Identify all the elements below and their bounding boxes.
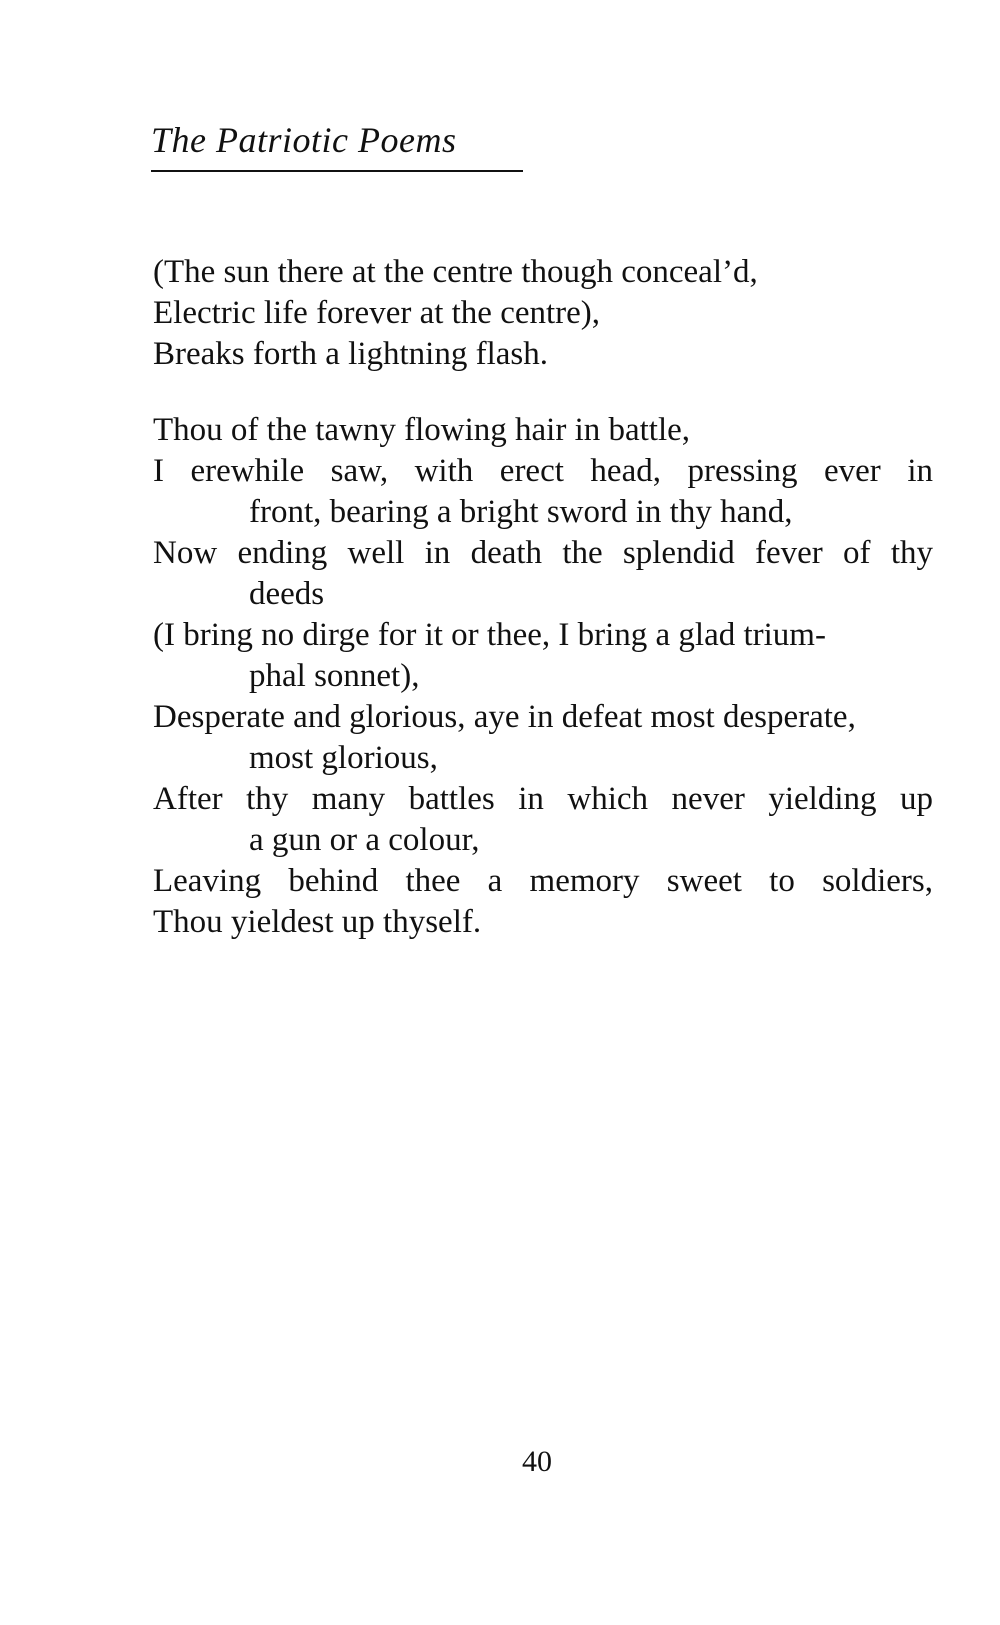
page-number: 40	[522, 1445, 552, 1478]
poem-line: Desperate and glorious, aye in defeat most desperate,	[153, 699, 856, 735]
stanza-2	[153, 410, 933, 943]
poem-line-turnover: a gun or a colour,	[249, 822, 480, 858]
poem-line-turnover: phal sonnet),	[249, 658, 420, 694]
poem-line: Thou of the tawny flowing hair in battle,	[153, 412, 691, 448]
poem-line: I erewhile saw, with erect head, pressing ever in	[153, 453, 933, 489]
stanza-1	[153, 252, 933, 375]
poem-line: (I bring no dirge for it or thee, I bring a glad trium-	[153, 617, 826, 653]
poem-line-turnover: front, bearing a bright sword in thy hand,	[249, 494, 793, 530]
poem-line: (The sun there at the centre though conceal’d,	[153, 254, 758, 290]
poem-line: After thy many battles in which never yielding up	[153, 781, 933, 817]
running-head-rule	[151, 170, 523, 172]
poem-line-turnover: deeds	[249, 576, 325, 612]
running-head: The Patriotic Poems	[151, 120, 457, 160]
poem-line: Thou yieldest up thyself.	[153, 904, 482, 940]
poem-line: Electric life forever at the centre),	[153, 295, 601, 331]
poem-line: Now ending well in death the splendid fever of thy	[153, 535, 933, 571]
poem-line: Breaks forth a lightning flash.	[153, 336, 549, 372]
poem-line-turnover: most glorious,	[249, 740, 438, 776]
poem-line: Leaving behind thee a memory sweet to soldiers,	[153, 863, 933, 899]
